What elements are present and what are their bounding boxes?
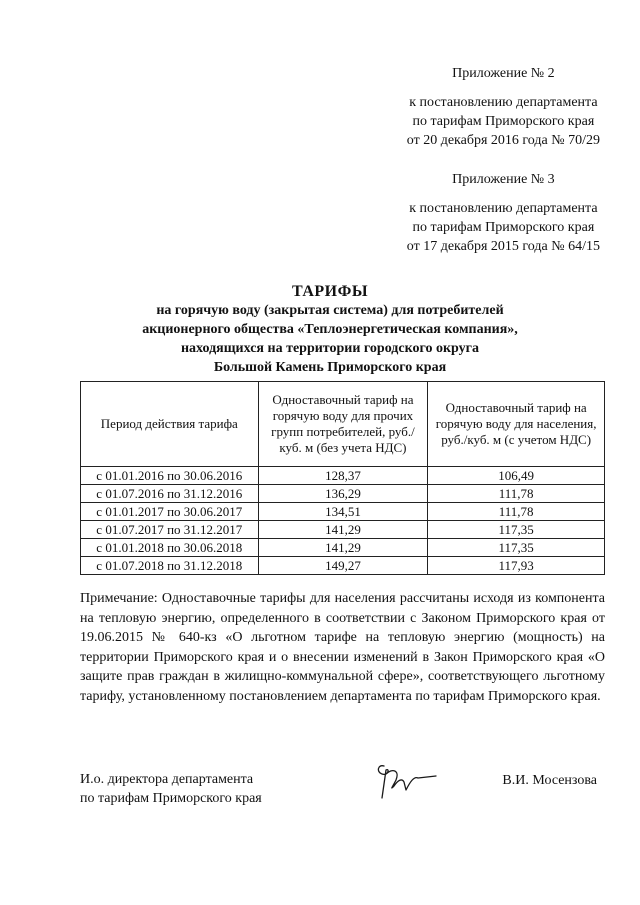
table-row — [81, 557, 605, 575]
cell-tariff-population: 111,78 — [428, 485, 605, 503]
cell-tariff-other: 136,29 — [258, 485, 428, 503]
cell-period: с 01.07.2017 по 31.12.2017 — [81, 521, 259, 539]
table-row — [81, 503, 605, 521]
title-line: Большой Камень Приморского края — [213, 360, 447, 375]
cell-period: с 01.01.2016 по 30.06.2016 — [81, 467, 259, 485]
appendix-2-number: Приложение № 2 — [452, 66, 555, 81]
cell-tariff-population: 117,35 — [428, 539, 605, 557]
title-line: находящихся на территории городского округа — [180, 341, 480, 356]
cell-tariff-other: 149,27 — [258, 557, 428, 575]
appendix-3-line: по тарифам Приморского края — [412, 220, 595, 235]
cell-tariff-other: 128,37 — [258, 467, 428, 485]
appendix-2-line: по тарифам Приморского края — [412, 114, 595, 129]
cell-tariff-population: 111,78 — [428, 503, 605, 521]
cell-tariff-other: 141,29 — [258, 539, 428, 557]
appendix-2-line: от 20 декабря 2016 года № 70/29 — [406, 133, 600, 148]
title-main: ТАРИФЫ — [291, 283, 369, 300]
cell-tariff-population: 117,35 — [428, 521, 605, 539]
appendix-3-line: к постановлению департамента — [409, 201, 598, 216]
title-line: на горячую воду (закрытая система) для потребителей — [156, 303, 504, 318]
title-line: акционерного общества «Теплоэнергетическая компания», — [142, 322, 518, 337]
table-row — [81, 467, 605, 485]
header-period: Период действия тарифа — [81, 382, 259, 467]
appendix-3-header — [407, 170, 600, 256]
signatory-position-line: И.о. директора департамента — [80, 772, 254, 787]
signatory-position — [80, 770, 262, 808]
note-paragraph: Примечание: Одноставочные тарифы для населения рассчитаны исходя из компонента на тепловую энергию, определенного в соответствии с Законом Приморского края от 19.06.2015 № 640-кз «О льготном тарифе на тепловую энергию (мощность) на территории Приморского края и о внесении изменений в Закон Приморского края «О защите прав граждан в жилищно-коммунальной сфере», соответствующего льготному тарифу, установленному постановлением департамента по тарифам Приморского края. — [80, 591, 605, 704]
cell-tariff-population: 106,49 — [428, 467, 605, 485]
signatory-position-line: по тарифам Приморского края — [80, 791, 262, 806]
appendix-2-line: к постановлению департамента — [409, 95, 598, 110]
appendix-2-header — [407, 64, 600, 150]
handwritten-signature-mark — [370, 760, 440, 804]
appendix-3-line: от 17 декабря 2015 года № 64/15 — [406, 239, 600, 254]
cell-period: с 01.01.2017 по 30.06.2017 — [81, 503, 259, 521]
header-tariff-other: Одноставочный тариф на горячую воду для прочих групп потребителей, руб./куб. м (без учета НДС) — [258, 382, 428, 467]
cell-tariff-population: 117,93 — [428, 557, 605, 575]
table-row — [81, 521, 605, 539]
document-title — [60, 282, 600, 377]
cell-period: с 01.01.2018 по 30.06.2018 — [81, 539, 259, 557]
header-tariff-population: Одноставочный тариф на горячую воду для населения, руб./куб. м (с учетом НДС) — [428, 382, 605, 467]
tariff-table — [80, 381, 605, 575]
cell-tariff-other: 141,29 — [258, 521, 428, 539]
signatory-name: В.И. Мосензова — [502, 773, 597, 788]
table-row — [81, 485, 605, 503]
cell-period: с 01.07.2018 по 31.12.2018 — [81, 557, 259, 575]
table-row — [81, 539, 605, 557]
cell-period: с 01.07.2016 по 31.12.2016 — [81, 485, 259, 503]
cell-tariff-other: 134,51 — [258, 503, 428, 521]
appendix-3-number: Приложение № 3 — [452, 172, 555, 187]
table-header-row — [81, 382, 605, 467]
